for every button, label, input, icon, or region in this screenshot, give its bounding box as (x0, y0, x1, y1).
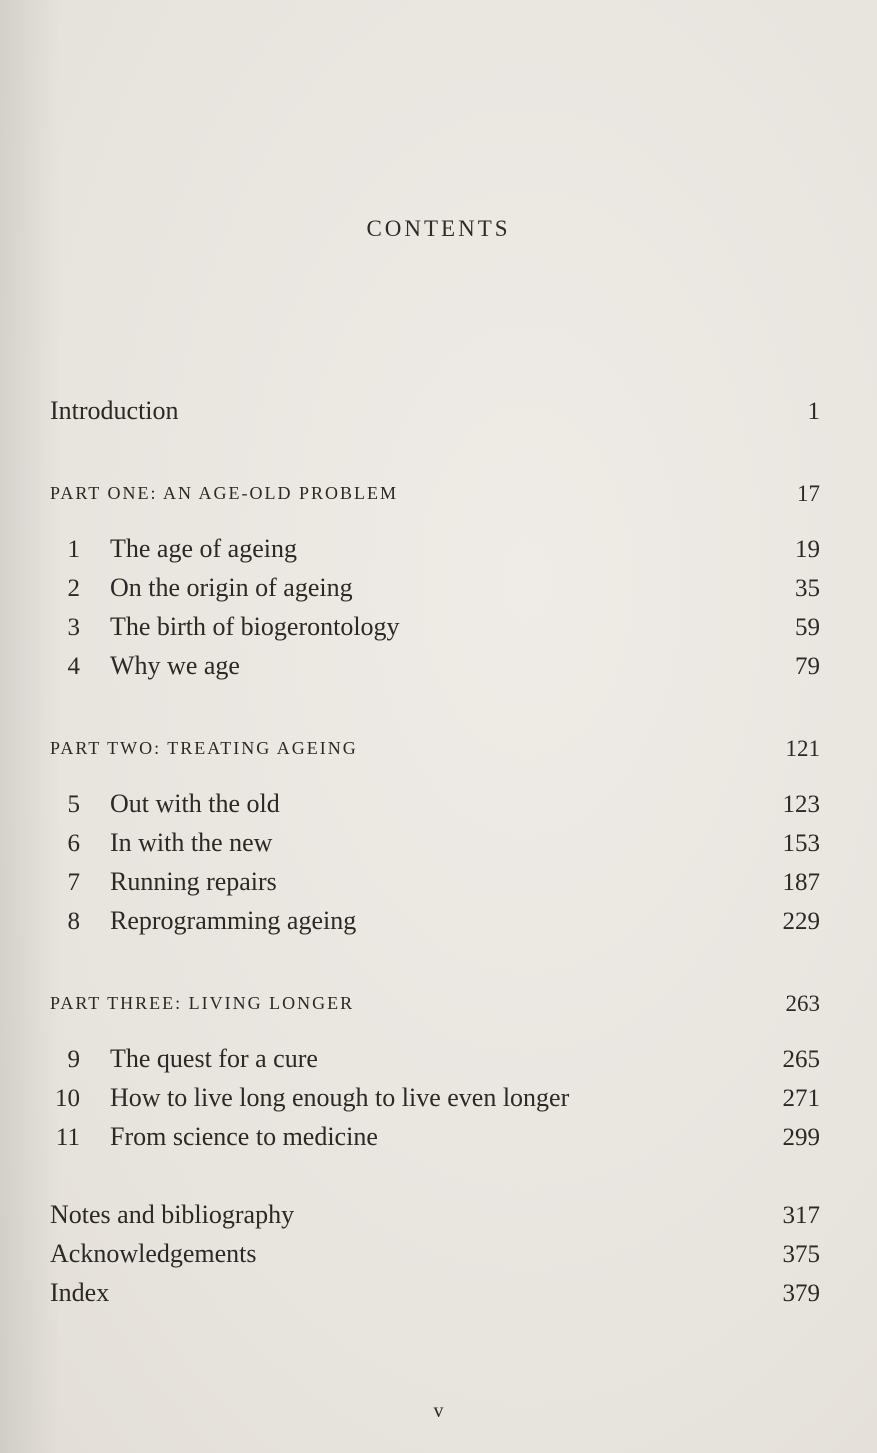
chapter-title: The quest for a cure (110, 1044, 318, 1073)
chapter-number: 2 (67, 575, 80, 602)
page-folio: v (433, 1400, 444, 1422)
toc-chapter (50, 828, 820, 862)
toc-chapter (50, 573, 820, 607)
chapter-number: 5 (67, 791, 80, 818)
toc-chapter (50, 534, 820, 568)
part-page: 263 (785, 991, 820, 1016)
toc-chapter (50, 867, 820, 901)
part-page: 17 (797, 481, 820, 506)
toc-entry-acknowledgements (50, 1239, 820, 1273)
chapter-page: 123 (782, 791, 820, 818)
chapter-page: 79 (795, 653, 820, 680)
part-title: PART THREE: LIVING LONGER (50, 993, 355, 1013)
toc-entry-label: Notes and bibliography (50, 1200, 295, 1229)
chapter-number: 11 (55, 1124, 80, 1151)
chapter-number: 7 (67, 869, 80, 896)
chapter-page: 187 (782, 869, 820, 896)
chapter-title: Reprogramming ageing (110, 906, 357, 935)
chapter-title: From science to medicine (110, 1122, 378, 1151)
chapter-title: Running repairs (110, 867, 277, 896)
toc-entry-label: Acknowledgements (50, 1239, 257, 1268)
part-heading-three (50, 989, 820, 1023)
toc-entry-page: 379 (782, 1280, 820, 1307)
chapter-number: 1 (67, 536, 80, 563)
chapter-title: How to live long enough to live even longer (110, 1083, 570, 1112)
chapter-title: Out with the old (110, 789, 280, 818)
toc-chapter (50, 612, 820, 646)
chapter-title: The age of ageing (110, 534, 297, 563)
contents-heading: CONTENTS (366, 216, 511, 241)
chapter-title: In with the new (110, 828, 273, 857)
chapter-page: 265 (782, 1046, 820, 1073)
chapter-page: 229 (782, 908, 820, 935)
part-title: PART TWO: TREATING AGEING (50, 738, 358, 758)
toc-entry-page: 317 (782, 1202, 820, 1229)
chapter-title: Why we age (110, 651, 240, 680)
chapter-page: 59 (795, 614, 820, 641)
chapter-number: 10 (55, 1085, 80, 1112)
toc-chapter (50, 1044, 820, 1078)
chapter-page: 19 (795, 536, 820, 563)
toc-entry-page: 1 (807, 398, 820, 425)
chapter-number: 3 (67, 614, 80, 641)
toc-chapter (50, 651, 820, 685)
toc-chapter (50, 1083, 820, 1117)
chapter-page: 299 (782, 1124, 820, 1151)
toc-entry-notes (50, 1200, 820, 1234)
chapter-page: 153 (782, 830, 820, 857)
toc-chapter (50, 1122, 820, 1156)
toc-entry-introduction (50, 396, 820, 430)
part-heading-two (50, 734, 820, 768)
chapter-number: 6 (67, 830, 80, 857)
toc-chapter (50, 906, 820, 940)
chapter-number: 9 (67, 1046, 80, 1073)
part-heading-one (50, 479, 820, 513)
chapter-page: 35 (795, 575, 820, 602)
toc-chapter (50, 789, 820, 823)
toc-entry-index (50, 1278, 820, 1312)
part-title: PART ONE: AN AGE-OLD PROBLEM (50, 483, 398, 503)
toc-entry-label: Introduction (50, 396, 179, 425)
toc-entry-page: 375 (782, 1241, 820, 1268)
chapter-page: 271 (782, 1085, 820, 1112)
toc-entry-label: Index (50, 1278, 110, 1307)
chapter-number: 8 (67, 908, 80, 935)
chapter-title: The birth of biogerontology (110, 612, 400, 641)
chapter-number: 4 (67, 653, 80, 680)
part-page: 121 (785, 736, 820, 761)
chapter-title: On the origin of ageing (110, 573, 353, 602)
